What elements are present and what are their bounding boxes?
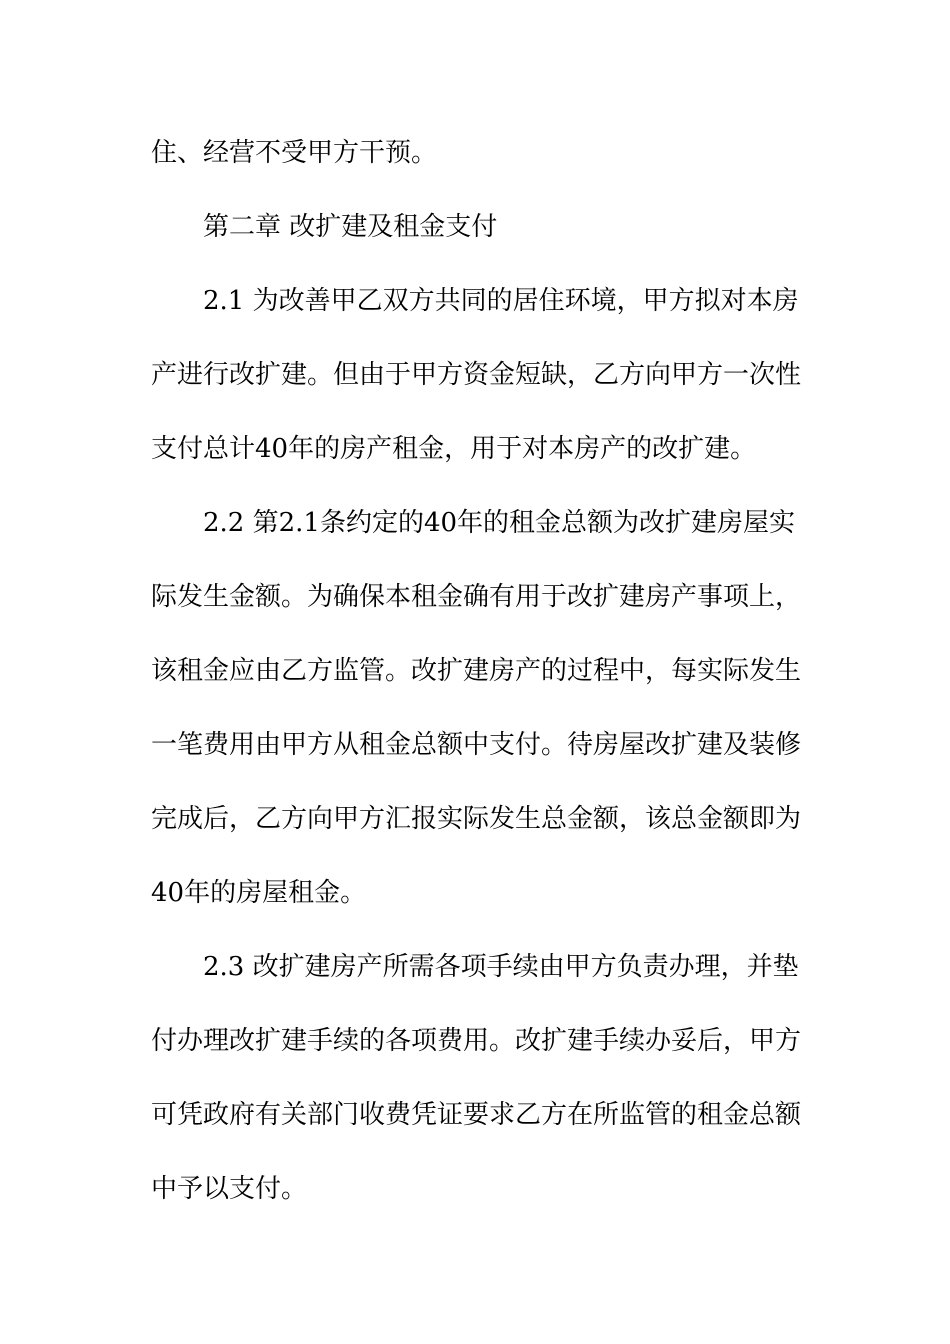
clause-2-3-line-3: 可凭政府有关部门收费凭证要求乙方在所监管的租金总额 <box>151 1100 802 1130</box>
clause-2-2-line-3: 该租金应由乙方监管。改扩建房产的过程中，每实际发生 <box>151 656 802 686</box>
clause-2-3-line-1: 2.3 改扩建房产所需各项手续由甲方负责办理，并垫 <box>203 952 799 982</box>
chapter-heading: 第二章 改扩建及租金支付 <box>203 212 498 242</box>
clause-2-2-line-1: 2.2 第2.1条约定的40年的租金总额为改扩建房屋实 <box>203 508 796 538</box>
clause-2-2-line-4: 一笔费用由甲方从租金总额中支付。待房屋改扩建及装修 <box>151 730 802 760</box>
clause-2-3-line-4: 中予以支付。 <box>151 1174 308 1204</box>
clause-2-3-line-2: 付办理改扩建手续的各项费用。改扩建手续办妥后，甲方 <box>151 1026 802 1056</box>
clause-2-2-line-5: 完成后，乙方向甲方汇报实际发生总金额，该总金额即为 <box>151 804 802 834</box>
clause-2-2-line-2: 际发生金额。为确保本租金确有用于改扩建房产事项上， <box>151 582 802 612</box>
clause-2-1-line-1: 2.1 为改善甲乙双方共同的居住环境，甲方拟对本房 <box>203 286 799 316</box>
clause-2-2-line-6: 40年的房屋租金。 <box>151 878 367 908</box>
paragraph-continuation-line: 住、经营不受甲方干预。 <box>151 138 438 168</box>
clause-2-1-line-2: 产进行改扩建。但由于甲方资金短缺，乙方向甲方一次性 <box>151 360 802 390</box>
clause-2-1-line-3: 支付总计40年的房产租金，用于对本房产的改扩建。 <box>151 434 757 464</box>
